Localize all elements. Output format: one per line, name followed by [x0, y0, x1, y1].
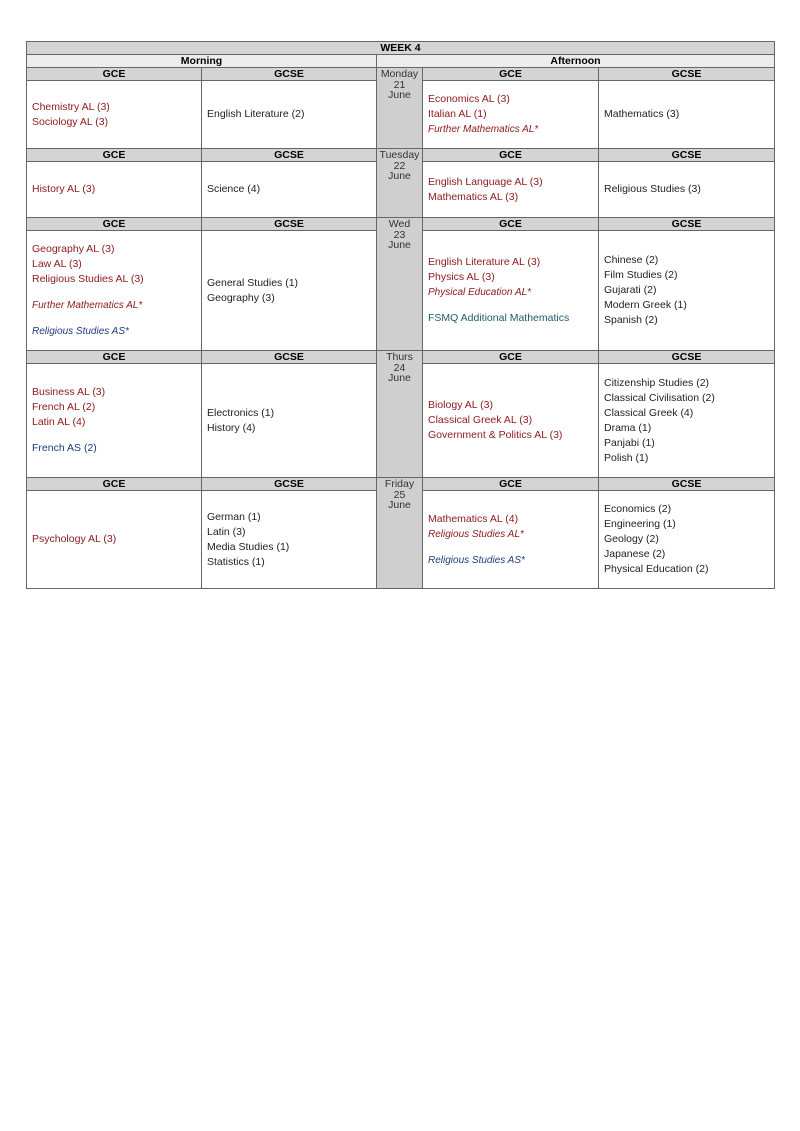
am-gcse-header: GCSE: [202, 351, 377, 364]
exam-entry: History (4): [207, 421, 256, 434]
exam-entry: Italian AL (1): [428, 108, 487, 120]
pm-gce-cell: [423, 231, 599, 351]
exam-entry: Mathematics AL (3): [428, 190, 519, 203]
exam-entry: Media Studies (1): [207, 540, 290, 553]
date-date: 25: [393, 488, 406, 501]
exam-entry: Religious Studies AL*: [428, 528, 524, 540]
pm-gcse-cell: [599, 81, 775, 149]
exam-entry: Panjabi (1): [604, 436, 655, 449]
exam-entry: Religious Studies AL (3): [32, 273, 144, 285]
pm-gce-cell: [423, 491, 599, 589]
level-header-row: [27, 351, 775, 364]
exam-entry: Biology AL (3): [428, 399, 493, 411]
exam-entry: Further Mathematics AL*: [428, 124, 539, 135]
exam-entry: Geography AL (3): [32, 243, 115, 255]
pm-gcse-header: GCSE: [599, 478, 775, 491]
exam-entry: Economics AL (3): [428, 93, 510, 105]
date-date: 22: [393, 159, 406, 172]
exam-entry: Drama (1): [604, 421, 652, 434]
date-day: Monday: [380, 68, 419, 80]
pm-gcse-header: GCSE: [599, 218, 775, 231]
pm-gcse-header: GCSE: [599, 68, 775, 81]
am-gce-header: GCE: [27, 478, 202, 491]
am-gce-header: GCE: [27, 68, 202, 81]
pm-gce-cell: [423, 162, 599, 218]
exam-entry: Statistics (1): [207, 555, 265, 568]
am-gce-cell: [27, 364, 202, 478]
exam-entry: Geology (2): [604, 533, 659, 545]
exam-entry: Religious Studies AS*: [32, 326, 129, 337]
exam-entry: Classical Civilisation (2): [604, 391, 715, 404]
date-cell: [377, 68, 423, 149]
date-month: June: [388, 89, 411, 101]
am-gcse-cell: [202, 231, 377, 351]
exam-entry: English Language AL (3): [428, 175, 543, 188]
exam-entry: Modern Greek (1): [604, 299, 687, 311]
exam-entry: Gujarati (2): [604, 284, 657, 296]
exam-entry: French AL (2): [32, 401, 96, 413]
pm-gcse-cell: [599, 162, 775, 218]
date-day: Thurs: [386, 351, 413, 363]
am-gce-cell: [27, 162, 202, 218]
exam-entry: French AS (2): [32, 442, 97, 454]
morning-header: Morning: [27, 55, 377, 68]
exam-entry: Japanese (2): [604, 548, 666, 560]
exam-entry: Engineering (1): [604, 518, 676, 530]
pm-gcse-header: GCSE: [599, 149, 775, 162]
am-gce-cell: [27, 231, 202, 351]
pm-gcse-header: GCSE: [599, 351, 775, 364]
pm-gce-header: GCE: [423, 68, 599, 81]
level-header-row: [27, 478, 775, 491]
level-header-row: [27, 149, 775, 162]
exam-entry: German (1): [207, 510, 261, 523]
exam-entry: Physical Education AL*: [428, 287, 532, 298]
exam-entry: Science (4): [207, 183, 261, 195]
exam-entry: Mathematics AL (4): [428, 512, 519, 525]
spacer: [32, 313, 196, 324]
pm-gce-cell: [423, 364, 599, 478]
date-day: Friday: [384, 478, 415, 490]
exam-entry: Citizenship Studies (2): [604, 376, 710, 389]
spacer: [428, 300, 593, 311]
am-gcse-header: GCSE: [202, 218, 377, 231]
am-gcse-header: GCSE: [202, 149, 377, 162]
exam-entry: English Literature AL (3): [428, 256, 541, 268]
date-date: 24: [393, 361, 406, 374]
spacer: [32, 287, 196, 298]
exam-entry: Classical Greek (4): [604, 406, 694, 419]
spacer: [428, 542, 593, 553]
am-gce-header: GCE: [27, 149, 202, 162]
exam-entry: Physics AL (3): [428, 271, 495, 283]
exam-entry: Economics (2): [604, 503, 672, 515]
am-gcse-header: GCSE: [202, 478, 377, 491]
exam-entry: History AL (3): [32, 183, 96, 195]
exam-entry: English Literature (2): [207, 108, 305, 120]
level-header-row: [27, 218, 775, 231]
date-date: 21: [393, 78, 406, 91]
exam-entry: Latin (3): [207, 525, 246, 538]
pm-gce-header: GCE: [423, 149, 599, 162]
am-gcse-cell: [202, 364, 377, 478]
exam-entry: Latin AL (4): [32, 416, 86, 428]
exam-entry: Spanish (2): [604, 314, 658, 326]
pm-gcse-cell: [599, 231, 775, 351]
am-gcse-cell: [202, 491, 377, 589]
exam-entry: Chemistry AL (3): [32, 100, 110, 113]
date-month: June: [388, 239, 411, 251]
pm-gce-cell: [423, 81, 599, 149]
exam-entry: Law AL (3): [32, 258, 82, 270]
date-day: Wed: [388, 218, 411, 230]
exam-entry: FSMQ Additional Mathematics: [428, 312, 570, 324]
am-gcse-header: GCSE: [202, 68, 377, 81]
exam-entry: Physical Education (2): [604, 563, 709, 575]
exam-entry: Polish (1): [604, 451, 649, 464]
date-cell: [377, 478, 423, 589]
week-header-row: [27, 42, 775, 55]
am-gce-cell: [27, 81, 202, 149]
afternoon-header: Afternoon: [377, 55, 775, 68]
exam-entry: Religious Studies (3): [604, 183, 701, 195]
pm-gcse-cell: [599, 491, 775, 589]
exam-entry: Government & Politics AL (3): [428, 429, 563, 441]
am-gce-header: GCE: [27, 351, 202, 364]
week-title: WEEK 4: [27, 42, 775, 55]
pm-gce-header: GCE: [423, 478, 599, 491]
am-gcse-cell: [202, 162, 377, 218]
am-gcse-cell: [202, 81, 377, 149]
date-cell: [377, 218, 423, 351]
exam-entry: General Studies (1): [207, 276, 299, 289]
am-gce-header: GCE: [27, 218, 202, 231]
date-month: June: [388, 170, 411, 182]
exam-entry: Psychology AL (3): [32, 533, 117, 545]
timetable-body: [27, 42, 775, 589]
date-date: 23: [393, 228, 406, 241]
pm-gce-header: GCE: [423, 351, 599, 364]
exam-entry: Electronics (1): [207, 406, 275, 419]
date-month: June: [388, 499, 411, 511]
date-day: Tuesday: [379, 149, 420, 161]
date-cell: [377, 149, 423, 218]
spacer: [32, 430, 196, 441]
exam-entry: Geography (3): [207, 291, 275, 304]
exam-entry: Religious Studies AS*: [428, 554, 525, 566]
pm-gce-header: GCE: [423, 218, 599, 231]
pm-gcse-cell: [599, 364, 775, 478]
exam-entry: Further Mathematics AL*: [32, 300, 143, 311]
exam-timetable: [26, 41, 775, 589]
level-header-row: [27, 68, 775, 81]
exam-entry: Film Studies (2): [604, 269, 678, 281]
am-gce-cell: [27, 491, 202, 589]
exam-entry: Business AL (3): [32, 386, 106, 398]
exam-entry: Mathematics (3): [604, 108, 680, 120]
session-header-row: [27, 55, 775, 68]
exam-entry: Chinese (2): [604, 254, 659, 266]
exam-entry: Classical Greek AL (3): [428, 414, 533, 426]
date-month: June: [388, 372, 411, 384]
date-cell: [377, 351, 423, 478]
exam-entry: Sociology AL (3): [32, 115, 109, 128]
